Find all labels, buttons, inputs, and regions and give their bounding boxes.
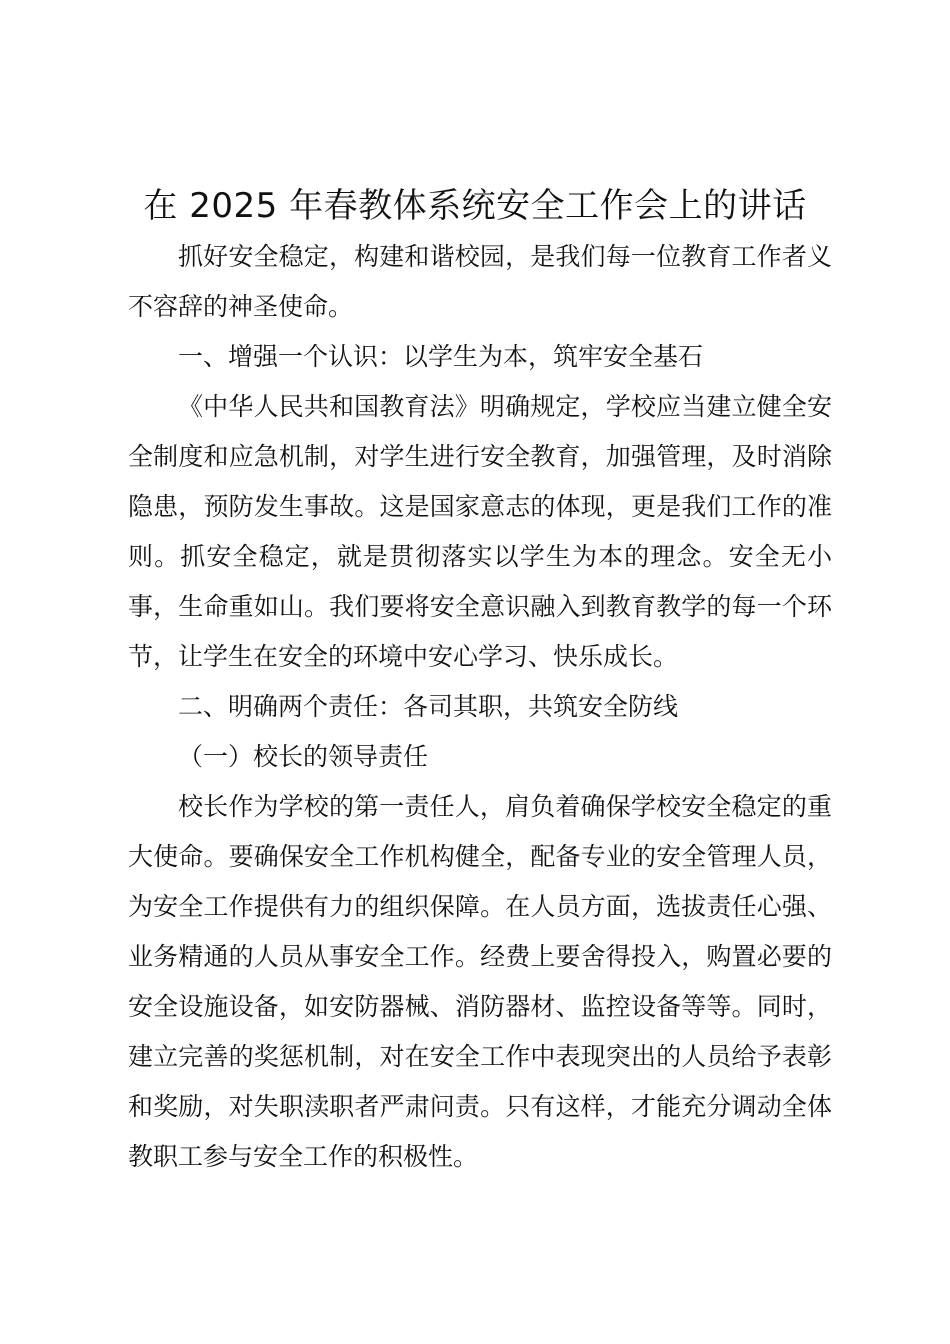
document-body <box>128 232 832 1182</box>
subsection-1-paragraph: 校长作为学校的第一责任人，肩负着确保学校安全稳定的重大使命。要确保安全工作机构健全，配备专业的安全管理人员，为安全工作提供有力的组织保障。在人员方面，选拔责任心强、业务精通的人员从事安全工作。经费上要舍得投入，购置必要的安全设施设备，如安防器械、消防器材、监控设备等等。同时，建立完善的奖惩机制，对在安全工作中表现突出的人员给予表彰和奖励，对失职渎职者严肃问责。只有这样，才能充分调动全体教职工参与安全工作的积极性。 <box>128 792 832 1171</box>
document-title: 在 2025 年春教体系统安全工作会上的讲话 <box>143 186 807 226</box>
subsection-heading-1: （一）校长的领导责任 <box>178 742 429 771</box>
section-heading-2: 二、明确两个责任：各司其职，共筑安全防线 <box>178 692 679 721</box>
section-heading-1: 一、增强一个认识：以学生为本，筑牢安全基石 <box>178 342 704 371</box>
section-1-paragraph: 《中华人民共和国教育法》明确规定，学校应当建立健全安全制度和应急机制，对学生进行安全教育，加强管理，及时消除隐患，预防发生事故。这是国家意志的体现，更是我们工作的准则。抓安全稳定，就是贯彻落实以学生为本的理念。安全无小事，生命重如山。我们要将安全意识融入到教育教学的每一个环节，让学生在安全的环境中安心学习、快乐成长。 <box>128 392 832 671</box>
intro-paragraph: 抓好安全稳定，构建和谐校园，是我们每一位教育工作者义不容辞的神圣使命。 <box>128 242 832 321</box>
